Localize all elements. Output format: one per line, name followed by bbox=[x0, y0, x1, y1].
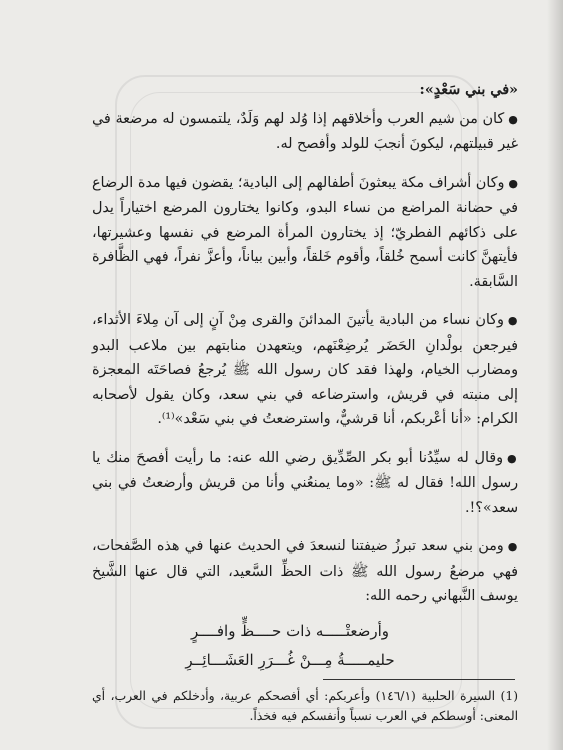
paragraph-text: كان من شيم العرب وأخلاقهم إذا وُلد لهم وَلَدٌ، يلتمسون له مرضعة في غير قبيلتهم، ليكونَ أنجبَ للولد وأفصح له. bbox=[92, 110, 518, 152]
paragraph-1 bbox=[92, 107, 518, 157]
paragraph-text: وكان نساء من البادية يأتينَ المدائنَ والقرى مِنْ آنٍ إلى آن مِلاءَ الأثداء، فيرجعن بولْدانِ الحَضَر يُرضِعْنَهم، ويتعهدن منابتهم بين ملاعب البدو ومضارب الخيام، ولهذا فقد كان رسول الله ﷺ يُرجعُ فصاحَتَه المعجزة إلى منبته في قريش، واسترضاعه في بني سعد، وكان يقول لأصحابه الكرام: «أنا أعْربكم، أنا قرشيٌّ، واسترضعتُ في بني سَعْد»⁽¹⁾. bbox=[92, 312, 518, 427]
page-gutter-shadow bbox=[547, 0, 563, 750]
paragraph-3 bbox=[92, 308, 518, 432]
paragraph-5 bbox=[92, 534, 518, 609]
footnote: (1) السيرة الحلبية (١٤٦/١) وأعربكم: أي أفصحكم عربية، وأدخلكم في العرب، أي المعنى: أوسطكم في العرب نسباً وأنفسكم فيه فخذاً. bbox=[92, 689, 518, 723]
paragraph-text: وقال له سيِّدُنا أبو بكر الصِّدِّيق رضي الله عنه: ما رأيت أفصحَ منك يا رسول الله! فقال له ﷺ: «وما يمنعُني وأنا من قريش وأرضعتُ في بني سعد»؟!. bbox=[92, 449, 518, 516]
poem-line-1: وأرضعتْـــــه ذات حــــظٍّ وافــــرٍ bbox=[191, 622, 389, 640]
paragraph-2 bbox=[92, 171, 518, 295]
bullet-icon: ● bbox=[507, 451, 518, 465]
poem-line-2: حليمـــــةُ مِـــنْ غُـــرَرِ العَشَـــائِــرِ bbox=[185, 651, 395, 669]
section-heading: «في بني سَعْدٍ»: bbox=[419, 82, 518, 98]
main-text bbox=[92, 78, 518, 623]
bullet-icon: ● bbox=[507, 540, 518, 553]
footnote-divider bbox=[323, 679, 515, 680]
paragraph-text: ومن بني سعد تبرزُ ضيفتنا لنسعدَ في الحديث عنها في هذه الصَّفحات، فهي مرضعُ رسول الله ﷺ ذات الحظِّ السَّعيد، التي قال عنها الشَّيخ يوسف النَّبهاني رحمه الله: bbox=[92, 538, 518, 604]
bullet-icon: ● bbox=[508, 176, 518, 190]
bullet-icon: ● bbox=[507, 314, 518, 327]
bullet-icon: ● bbox=[508, 112, 518, 126]
paragraph-4 bbox=[92, 446, 518, 521]
paragraph-text: وكان أشراف مكة يبعثونَ أطفالهم إلى البادية؛ يقضون فيها مدة الرضاع في حضانة المراضع من نساء البدو، وكانوا يختارون المرضع اختياراً يدل على ذكائهم الفطريّ؛ إذ يختارون المرأة المرضع في نفسها وعشيرتها، فأيتهنَّ كانت أسمح خُلقاً، وأقوم خَلقاً، وأبين بياناً، وأعزَّ نفراً، فهي الظَّافرة السَّابقة. bbox=[92, 174, 518, 290]
